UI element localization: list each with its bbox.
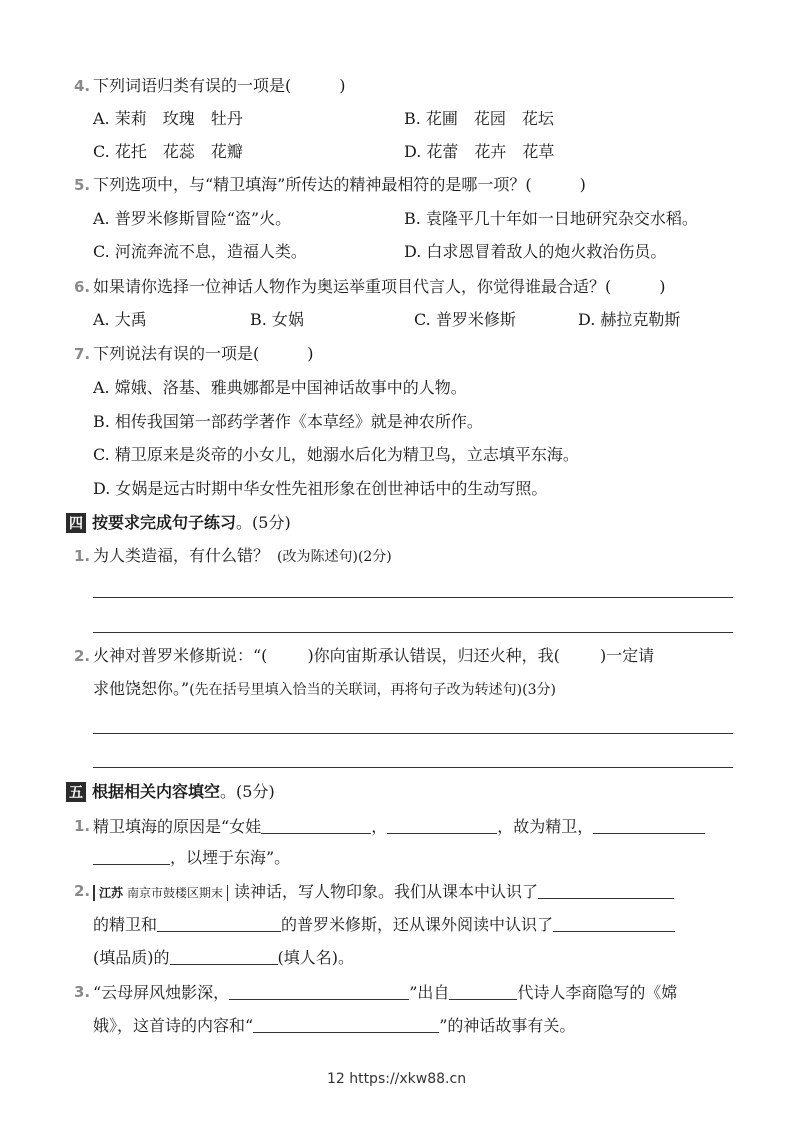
- option-d: D. 白求恩冒着敌人的炮火救治伤员。: [404, 242, 667, 261]
- fill-blank[interactable]: [449, 981, 517, 1000]
- section-badge: 五: [66, 782, 86, 802]
- option-c: C. 精卫原来是炎帝的小女儿，她溺水后化为精卫鸟，立志填平东海。: [93, 445, 579, 464]
- question-text: 精卫填海的原因是“女娃: [93, 817, 262, 836]
- option-a: A. 普罗米修斯冒险“盗”火。: [93, 209, 292, 228]
- section-score: 。(5分): [236, 513, 291, 532]
- question-text: ，以堙于东海”。: [170, 848, 291, 867]
- question-text: (填品质)的: [93, 948, 170, 967]
- question-text: “云母屏风烛影深，: [93, 983, 230, 1002]
- option-c: C. 普罗米修斯: [414, 310, 516, 329]
- question-stem: 下列说法有误的一项是( ): [93, 344, 314, 363]
- question-number: 6.: [74, 278, 91, 296]
- fill-blank[interactable]: [170, 946, 278, 965]
- question-instruction: (改为陈述句)(2分): [277, 549, 392, 565]
- question-number: 1.: [74, 547, 91, 565]
- fill-blank[interactable]: [157, 913, 281, 932]
- option-a: A. 茉莉 玫瑰 牡丹: [93, 109, 243, 128]
- option-b: B. 花圃 花园 花坛: [404, 109, 554, 128]
- question-number: 2.: [74, 647, 91, 665]
- question-stem: 下列词语归类有误的一项是( ): [93, 76, 346, 95]
- option-d: D. 赫拉克勒斯: [578, 310, 681, 329]
- question-stem: 下列选项中，与“精卫填海”所传达的精神最相符的是哪一项？( ): [93, 175, 586, 194]
- answer-line[interactable]: [93, 733, 733, 734]
- section-title: 根据相关内容填空: [92, 782, 221, 801]
- section-badge: 四: [66, 513, 86, 533]
- option-d: D. 女娲是远古时期中华女性先祖形象在创世神话中的生动写照。: [93, 479, 548, 498]
- question-text: 娥》，这首诗的内容和“: [93, 1016, 254, 1035]
- option-c: C. 河流奔流不息，造福人类。: [93, 242, 307, 261]
- question-number: 1.: [74, 817, 91, 835]
- question-text: )你向宙斯承认错误，归还火种，我(: [307, 646, 560, 665]
- question-stem: 如果请你选择一位神话人物作为奥运举重项目代言人，你觉得谁最合适？( ): [93, 277, 666, 296]
- fill-blank[interactable]: [538, 880, 674, 899]
- question-text: ，: [371, 817, 388, 836]
- source-tag: [93, 885, 228, 901]
- fill-blank[interactable]: [261, 815, 371, 834]
- question-text: 的精卫和: [93, 915, 158, 934]
- option-d: D. 花蕾 花卉 花草: [404, 142, 555, 161]
- fill-blank[interactable]: [553, 913, 675, 932]
- section-score: 。(5分): [220, 782, 275, 801]
- fill-blank[interactable]: [387, 815, 497, 834]
- fill-blank[interactable]: [93, 846, 170, 865]
- section-title: 按要求完成句子练习: [92, 513, 237, 532]
- question-number: 7.: [74, 345, 91, 363]
- question-text: 代诗人李商隐写的《嫦: [517, 983, 678, 1002]
- question-text: 火神对普罗米修斯说：“(: [93, 646, 268, 665]
- question-text: 求他饶恕你。”: [93, 679, 190, 698]
- question-text: ”的神话故事有关。: [439, 1016, 576, 1035]
- question-number: 5.: [74, 176, 91, 194]
- answer-line[interactable]: [93, 767, 733, 768]
- question-number: 2.: [74, 882, 91, 900]
- option-a: A. 大禹: [93, 310, 147, 329]
- option-a: A. 嫦娥、洛基、雅典娜都是中国神话故事中的人物。: [93, 378, 467, 397]
- question-text: 为人类造福，有什么错？: [93, 546, 270, 565]
- option-b: B. 相传我国第一部药学著作《本草经》就是神农所作。: [93, 412, 483, 431]
- page-footer: 12 https://xkw88.cn: [326, 1071, 467, 1087]
- question-instruction: (先在括号里填入恰当的关联词，再将句子改为转述句)(3分): [189, 682, 556, 698]
- question-text: 读神话，写人物印象。我们从课本中认识了: [234, 882, 539, 901]
- source-exam: 南京市鼓楼区期末: [127, 886, 224, 900]
- question-text: )一定请: [599, 646, 655, 665]
- source-region: 江苏: [99, 886, 124, 900]
- fill-blank[interactable]: [253, 1014, 439, 1033]
- option-b: B. 袁隆平几十年如一日地研究杂交水稻。: [404, 209, 698, 228]
- question-text: 的普罗米修斯，还从课外阅读中认识了: [281, 915, 554, 934]
- question-text: (填人名)。: [277, 948, 354, 967]
- question-number: 4.: [74, 77, 91, 95]
- answer-line[interactable]: [93, 597, 733, 598]
- option-b: B. 女娲: [250, 310, 304, 329]
- fill-blank[interactable]: [229, 981, 409, 1000]
- question-number: 3.: [74, 983, 91, 1001]
- fill-blank[interactable]: [593, 815, 705, 834]
- option-c: C. 花托 花蕊 花瓣: [93, 142, 243, 161]
- answer-line[interactable]: [93, 632, 733, 633]
- question-text: ”出自: [409, 983, 450, 1002]
- question-text: ，故为精卫，: [497, 817, 594, 836]
